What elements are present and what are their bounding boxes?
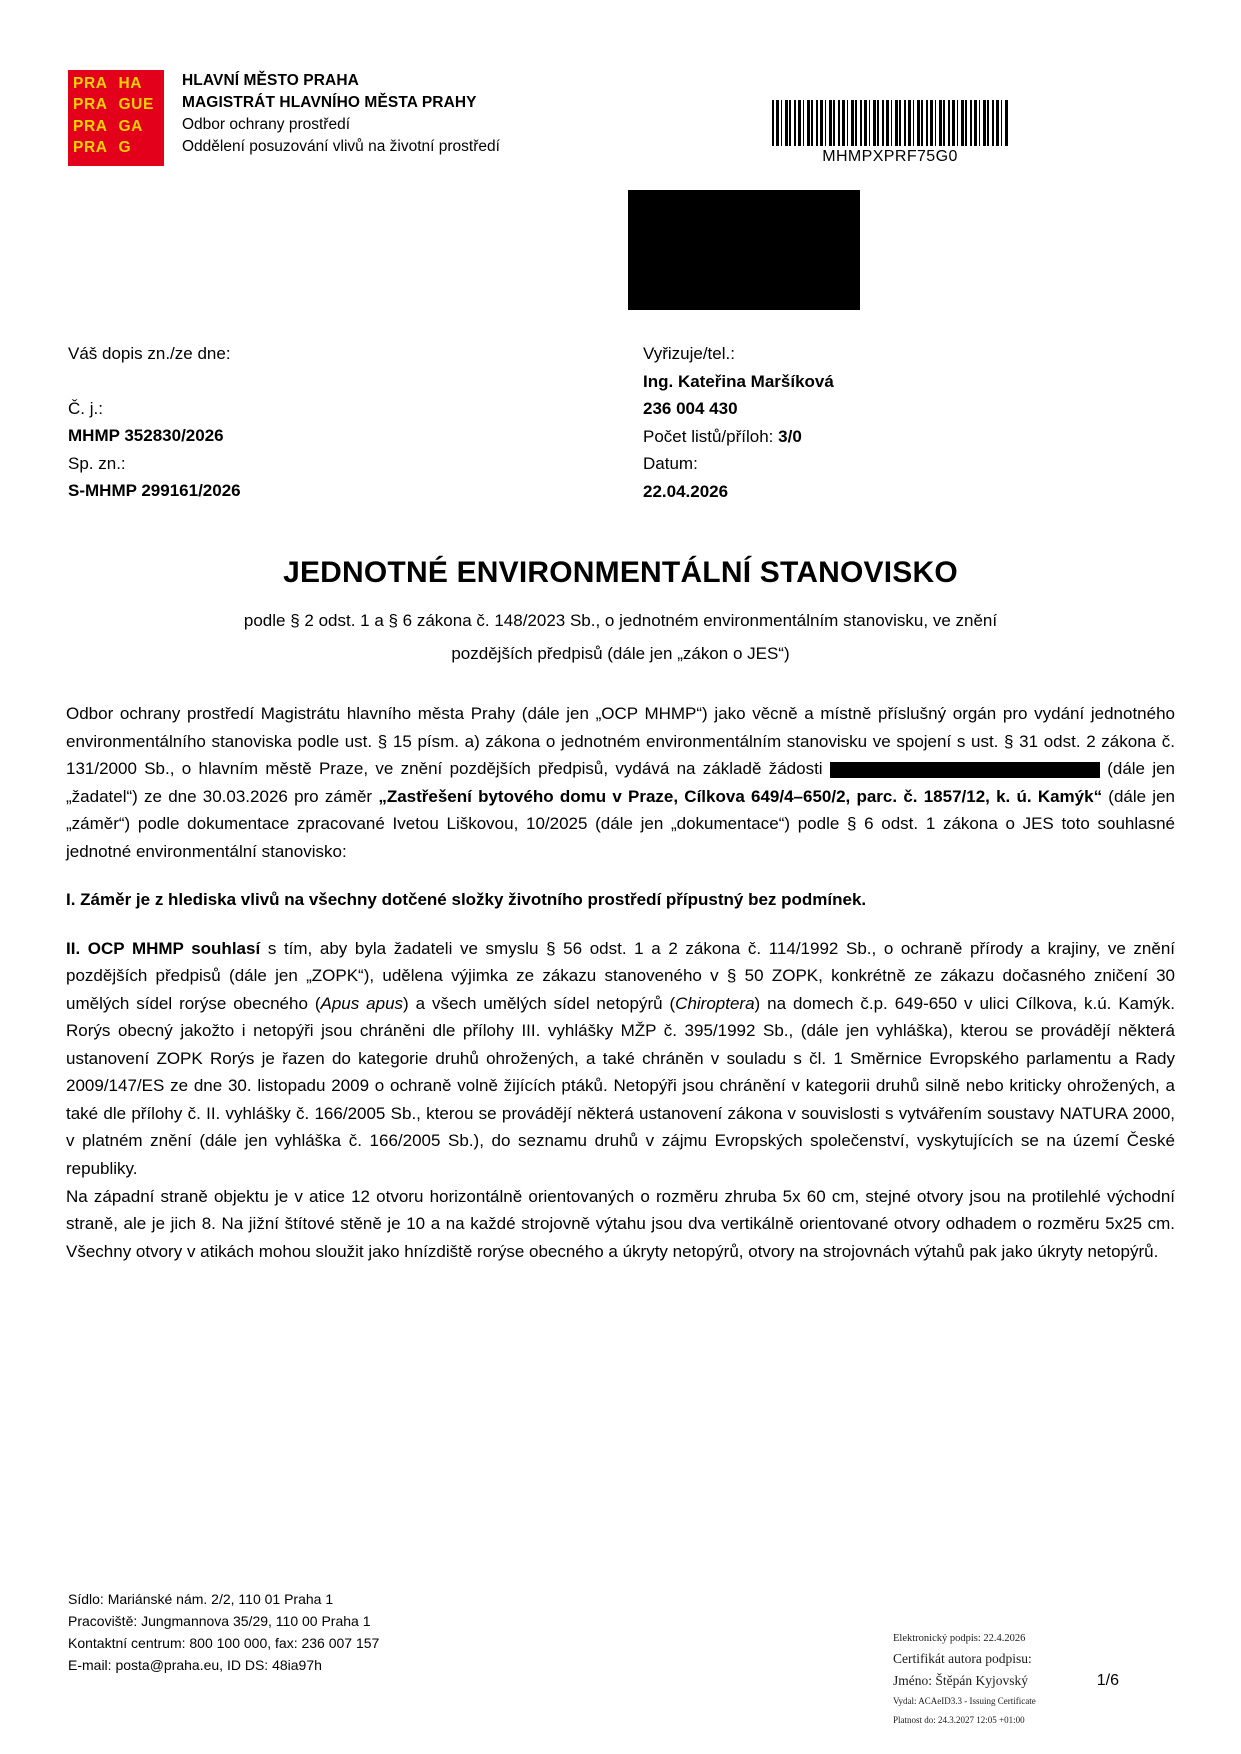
case-number-label: Č. j.: bbox=[68, 398, 103, 418]
point-two-text-c: ) na domech č.p. 649-650 v ulici Cílkova, k.ú. Kamýk. Rorýs obecný jakožto i netopýři jsou chráněni dle přílohy III. vyhlášky MŽP č. 395/1992 Sb., (dále jen vyhláška), kterou se provádějí některá ustanovení ZOPK Rorýs je řazen do kategorie druhů ohrožených, a také chráněn v souladu s čl. 1 Směrnice Evropského parlamentu a Rady 2009/147/ES ze dne 30. listopadu 2009 o ochraně volně žijících ptáků. Netopýři jsou chránění v kategorii druhů silně nebo kriticky ohrožených, a také dle přílohy č. II. vyhlášky č. 166/2005 Sb., kterou se provádějí některá ustanovení zákona v souvislosti s vytvářením soustavy NATURA 2000, v platném znění (dále jen vyhláška č. 166/2005 Sb.), do seznamu druhů v zájmu Evropských společenství, vyskytujících se na území České republiky. bbox=[66, 993, 1175, 1178]
footer-email: E-mail: posta@praha.eu, ID DS: 48ia97h bbox=[68, 1657, 322, 1674]
logo-row bbox=[73, 97, 159, 118]
intro-text-part1: Odbor ochrany prostředí Magistrátu hlavního města Prahy (dále jen „OCP MHMP“) jako věcně a místně příslušný orgán pro vydání jednotného environmentálního stanoviska podle ust. § 15 písm. a) zákona o jednotném environmentálním stanovisku ve spojení s ust. § 31 odst. 2 zákona č. 131/2000 Sb., o hlavním městě Praze, ve znění pozdějších předpisů, vydává na základě žádosti bbox=[66, 704, 1175, 779]
org-line-department: Odbor ochrany prostředí bbox=[182, 116, 351, 133]
logo-row bbox=[73, 119, 159, 140]
document-footer bbox=[68, 1588, 768, 1676]
point-one-text: I. Záměr je z hlediska vlivů na všechny dotčené složky životního prostředí přípustný bez podmínek. bbox=[66, 890, 867, 910]
point-one-paragraph bbox=[66, 886, 1175, 914]
point-two-paragraph bbox=[66, 935, 1175, 1183]
org-line-magistrate: MAGISTRÁT HLAVNÍHO MĚSTA PRAHY bbox=[182, 94, 477, 111]
file-number-label: Sp. zn.: bbox=[68, 453, 126, 473]
handler-phone: 236 004 430 bbox=[643, 399, 738, 419]
barcode-image bbox=[772, 100, 1008, 146]
redacted-applicant-2 bbox=[1008, 762, 1100, 778]
your-letter-label: Váš dopis zn./ze dne: bbox=[68, 344, 231, 363]
document-title: JEDNOTNÉ ENVIRONMENTÁLNÍ STANOVISKO bbox=[283, 556, 958, 589]
redacted-addressee-block bbox=[628, 190, 860, 310]
logo-row bbox=[73, 140, 159, 161]
signature-name: Jméno: Štěpán Kyjovský bbox=[893, 1673, 1028, 1689]
species-name-chiroptera: Chiroptera bbox=[675, 993, 755, 1013]
electronic-signature-panel bbox=[893, 1630, 1183, 1730]
species-name-apus: Apus apus bbox=[320, 993, 404, 1013]
logo-cell-right: G bbox=[118, 138, 132, 156]
org-line-unit: Oddělení posuzování vlivů na životní prostředí bbox=[182, 138, 500, 155]
footer-contact: Kontaktní centrum: 800 100 000, fax: 236 007 157 bbox=[68, 1635, 380, 1652]
sheet-count-label: Počet listů/příloh: bbox=[643, 426, 774, 446]
intro-text-part3: (dále jen „záměr“) podle dokumentace zpracované Ivetou Liškovou, 10/2025 (dále jen „dokumentace“) podle § 6 odst. 1 zákona o JES toto souhlasné jednotné environmentální stanovisko: bbox=[66, 786, 1175, 861]
date-label: Datum: bbox=[643, 454, 698, 474]
organization-block bbox=[182, 68, 1173, 158]
point-two-heading: II. OCP MHMP souhlasí bbox=[66, 938, 261, 958]
intro-paragraph bbox=[66, 700, 1175, 865]
footer-office: Pracoviště: Jungmannova 35/29, 110 00 Praha 1 bbox=[68, 1613, 371, 1630]
logo-cell-right: GUE bbox=[118, 96, 154, 114]
logo-cell-left: PRA bbox=[73, 96, 108, 114]
project-name: „Zastřešení bytového domu v Praze, Cílkova 649/4–650/2, parc. č. 1857/12, k. ú. Kamýk“ bbox=[378, 786, 1103, 806]
subtitle-line-2: pozdějších předpisů (dále jen „zákon o JES“) bbox=[451, 644, 790, 664]
logo-cell-right: HA bbox=[118, 75, 143, 92]
point-two-text-b: ) a všech umělých sídel netopýrů ( bbox=[403, 993, 676, 1013]
subtitle-line-1: podle § 2 odst. 1 a § 6 zákona č. 148/2023 Sb., o jednotném environmentálním stanovisku, ve znění bbox=[243, 611, 998, 630]
logo-row bbox=[73, 76, 159, 97]
logo-cell-left: PRA bbox=[73, 138, 108, 156]
document-subtitle bbox=[100, 604, 1141, 670]
sheet-count-value: 3/0 bbox=[778, 426, 802, 446]
reference-column-left bbox=[68, 340, 643, 505]
page-number: 1/6 bbox=[1096, 1672, 1119, 1689]
file-number-value: S-MHMP 299161/2026 bbox=[68, 481, 241, 501]
intro-text-part2: (dále jen „žadatel“) ze dne 30.03.2026 pro záměr bbox=[66, 759, 1176, 806]
reference-block bbox=[68, 340, 1173, 505]
barcode-block bbox=[770, 100, 1010, 166]
prague-city-logo bbox=[68, 70, 164, 166]
spacer bbox=[68, 368, 643, 395]
redacted-applicant-1 bbox=[830, 762, 1008, 778]
logo-cell-right: GA bbox=[118, 117, 143, 135]
reference-column-right bbox=[643, 340, 1173, 505]
handler-label: Vyřizuje/tel.: bbox=[643, 344, 735, 363]
signature-date: Elektronický podpis: 22.4.2026 bbox=[893, 1633, 1026, 1644]
logo-cell-left: PRA bbox=[73, 75, 108, 92]
handler-name: Ing. Kateřina Maršíková bbox=[643, 371, 834, 391]
document-body bbox=[66, 700, 1175, 1265]
signature-cert-label: Certifikát autora podpisu: bbox=[893, 1651, 1032, 1667]
sheet-count-row bbox=[643, 423, 1173, 451]
point-two-text-a: s tím, aby byla žadateli ve smyslu § 56 odst. 1 a 2 zákona č. 114/1992 Sb., o ochraně přírody a krajiny, ve znění pozdějších předpisů (dále jen „ZOPK“), udělena výjimka ze zákazu stanoveného v § 50 ZOPK, konkrétně ze zákazu dočasného zničení 30 umělých sídel rorýse obecného ( bbox=[66, 938, 1175, 1013]
barcode-label: MHMPXPRF75G0 bbox=[822, 148, 958, 165]
org-line-city: HLAVNÍ MĚSTO PRAHA bbox=[182, 72, 359, 89]
date-value: 22.04.2026 bbox=[643, 481, 729, 501]
case-number-value: MHMP 352830/2026 bbox=[68, 426, 224, 446]
signature-issuer: Vydal: ACAeID3.3 - Issuing Certificate bbox=[893, 1696, 1036, 1707]
logo-cell-left: PRA bbox=[73, 117, 108, 135]
openings-description-paragraph: Na západní straně objektu je v atice 12 otvoru horizontálně orientovaných o rozměru zhruba 5x 60 cm, stejné otvory jsou na protilehlé východní straně, ale je jich 8. Na jižní štítové stěně je 10 a na každé strojovně výtahu jsou dva vertikálně orientované otvory odhadem o rozměru 5x25 cm. Všechny otvory v atikách mohou sloužit jako hnízdiště rorýse obecného a úkryty netopýrů, otvory na strojovnách výtahů pak jako úkryty netopýrů. bbox=[66, 1186, 1175, 1261]
signature-validity: Platnost do: 24.3.2027 12:05 +01:00 bbox=[893, 1714, 1025, 1725]
footer-seat: Sídlo: Mariánské nám. 2/2, 110 01 Praha 1 bbox=[68, 1591, 334, 1607]
